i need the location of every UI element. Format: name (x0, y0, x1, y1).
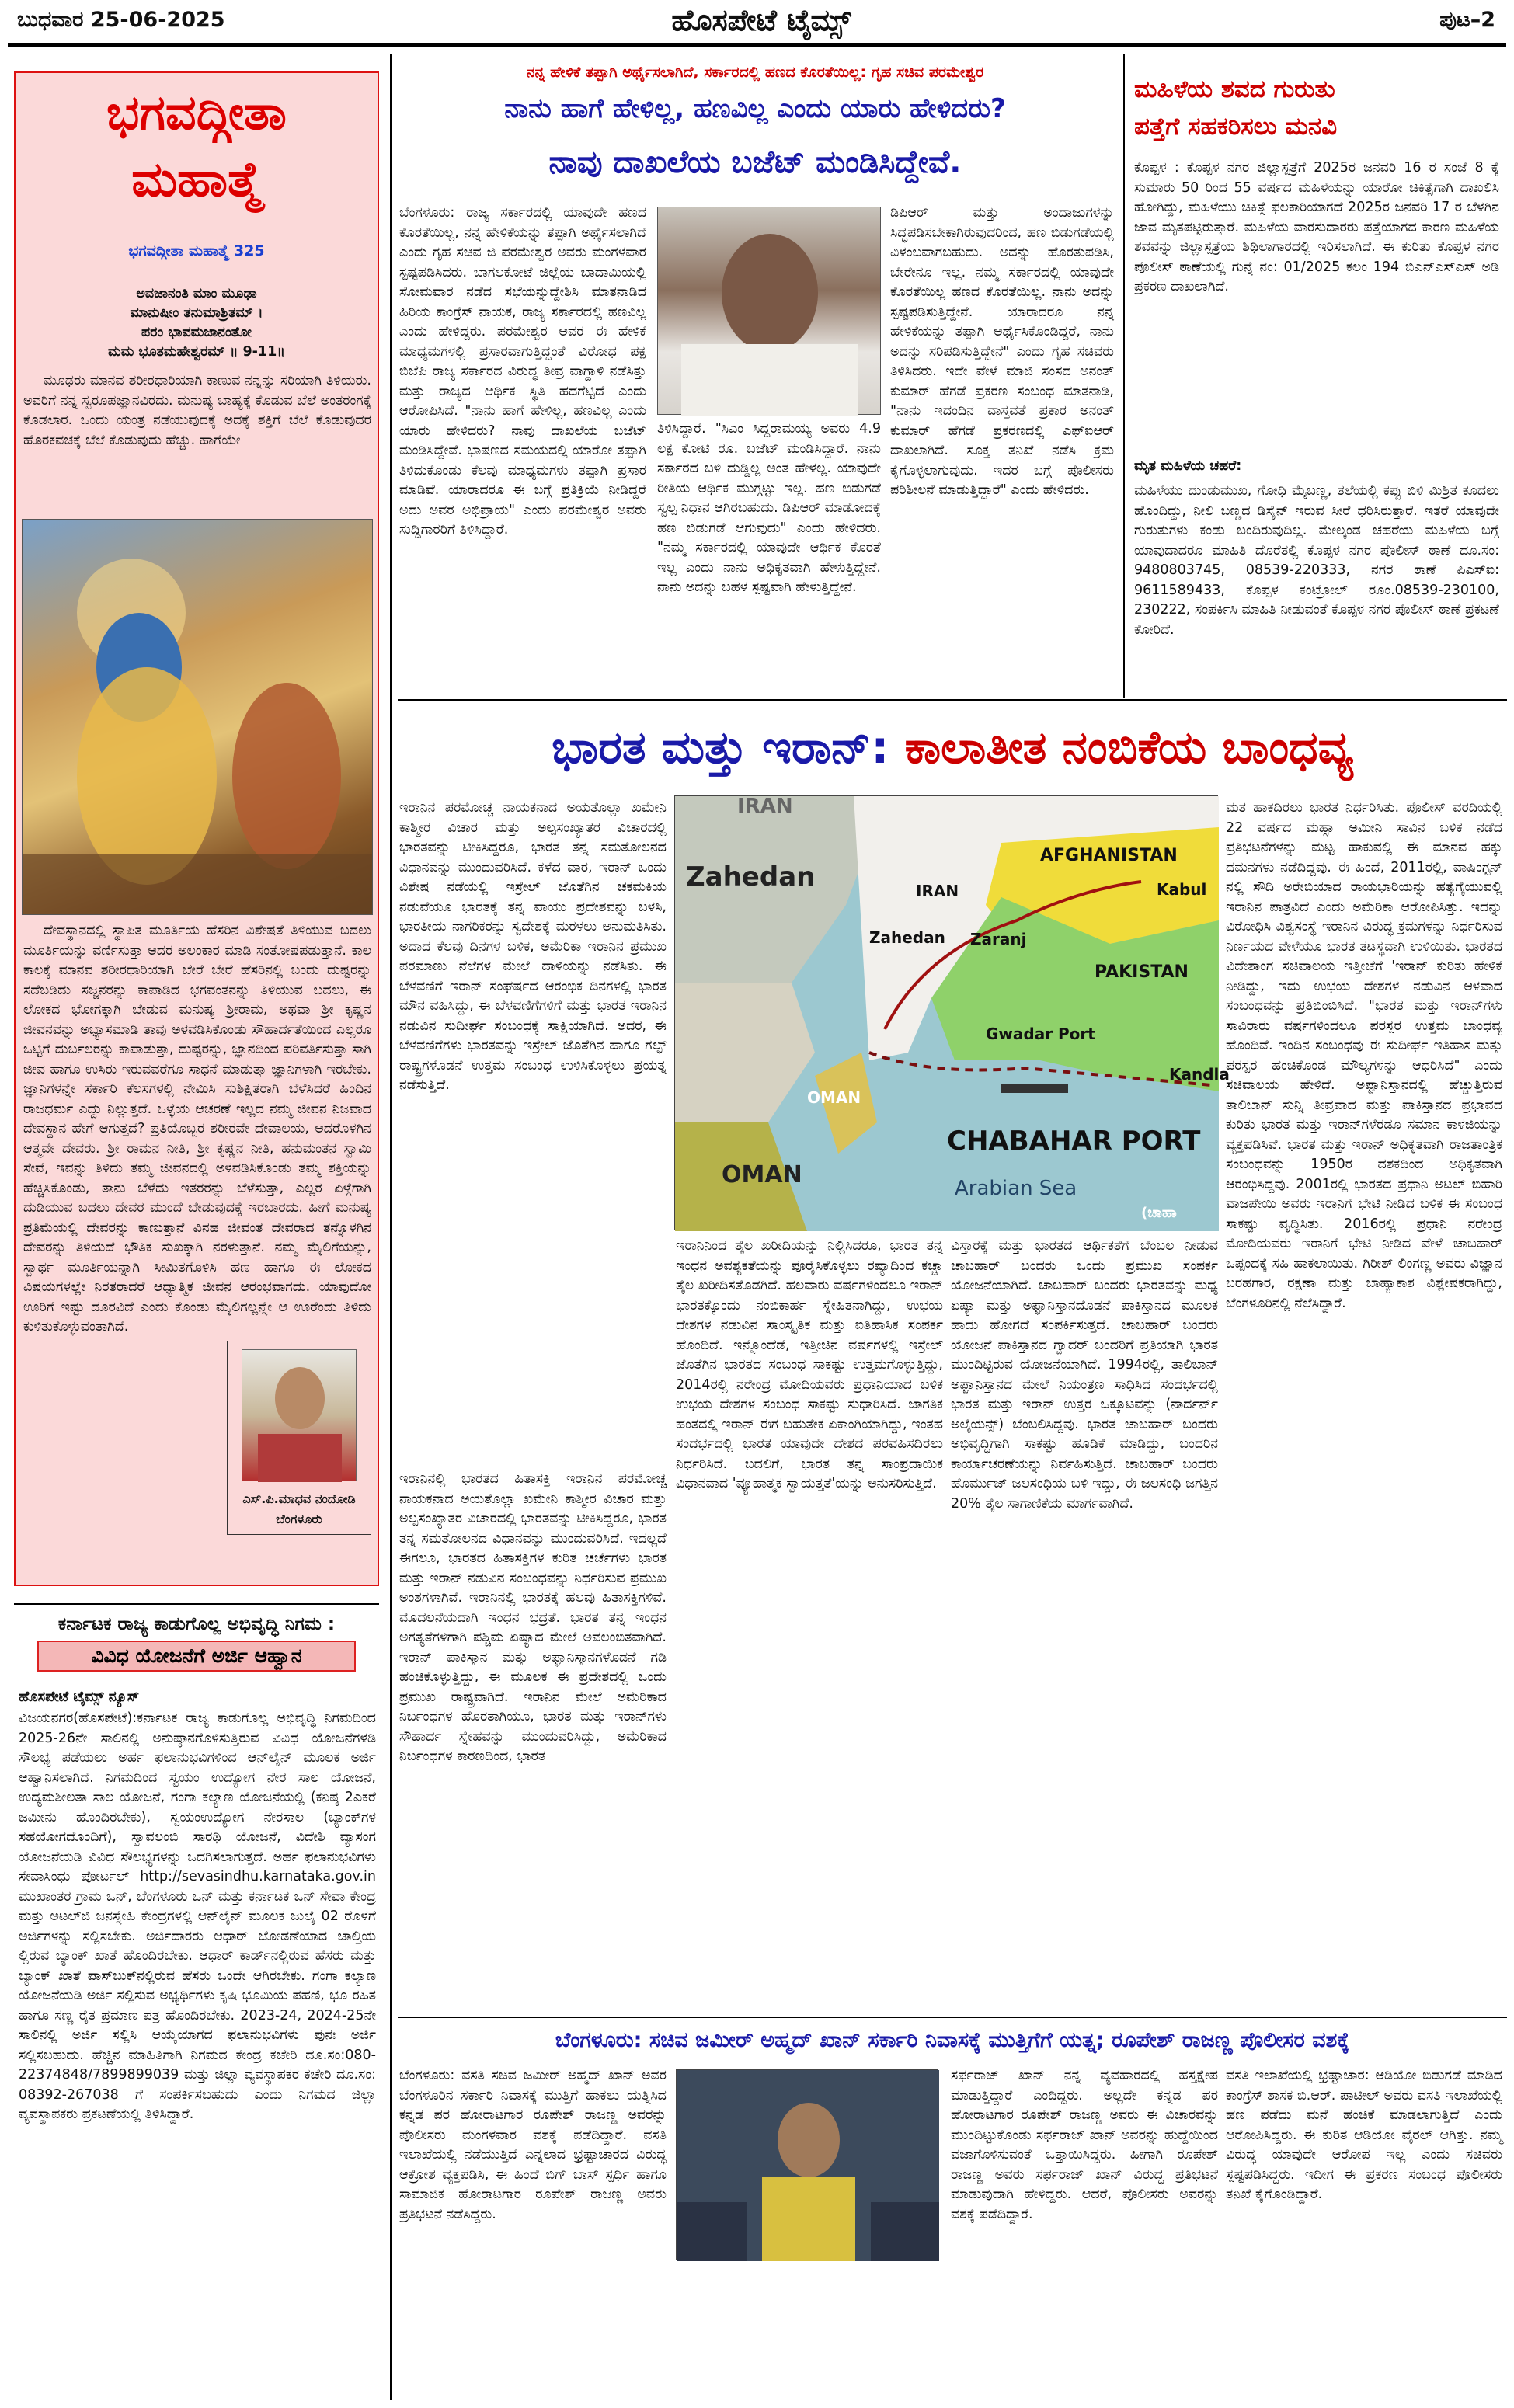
forest-headline-line1: ಕರ್ನಾಟಕ ರಾಜ್ಯ ಕಾಡುಗೊಲ್ಲ ಅಭಿವೃದ್ಧಿ ನಿಗಮ : (57, 1614, 336, 1634)
woman-headline-line1: ಮಹಿಳೆಯ ಶವದ ಗುರುತು (1134, 75, 1335, 103)
gita-verse-line: ಮಮ ಭೂತಮಹೇಶ್ವರಮ್ ॥ 9-11॥ (108, 344, 285, 360)
map-label: Gwadar Port (986, 1025, 1095, 1043)
parameshwara-headline-line2: ನಾವು ದಾಖಲೆಯ ಬಜೆಟ್ ಮಂಡಿಸಿದ್ದೇವೆ. (548, 144, 962, 180)
map-label: IRAN (916, 882, 959, 900)
gita-verse-line: ಅವಜಾನಂತಿ ಮಾಂ ಮೂಢಾ (136, 286, 257, 301)
forest-byline: ಹೊಸಪೇಟೆ ಟೈಮ್ಸ್ ನ್ಯೂಸ್ (19, 1689, 140, 1705)
author-name: ಎಸ್.ಪಿ.ಮಾಧವ ನಂದೋಡಿ (242, 1491, 356, 1506)
gita-subtitle: ಭಗವದ್ಗೀತಾ ಮಹಾತ್ಮೆ 325 (128, 242, 265, 259)
krishna-arjuna-illustration (23, 520, 372, 914)
zameer-photo (676, 2069, 938, 2260)
woman-body3: ಮಹಿಳೆಯು ದುಂಡುಮುಖ, ಗೋಧಿ ಮೈಬಣ್ಣ, ತಲೆಯಲ್ಲಿ ಕಪ್ಪು ಬಿಳಿ ಮಿಶ್ರಿತ ಕೂದಲು ಹೊಂದಿದ್ದು, ನೀಲಿ ಬಣ್ಣದ ಡಿಸೈನ್ ಇರುವ ಸೀರೆ ಧರಿಸಿರುತ್ತಾರೆ. ಇತರೆ ಯಾವುದೇ ಗುರುತುಗಳು ಕಂಡು ಬಂದಿರುವುದಿಲ್ಲ. ಮೇಲ್ಕಂಡ ಚಹರೆಯ ಮಹಿಳೆಯ ಬಗ್ಗೆ ಯಾವುದಾದರೂ ಮಾಹಿತಿ ದೊರೆತಲ್ಲಿ ಕೊಪ್ಪಳ ನಗರ ಪೊಲೀಸ್ ಠಾಣೆ ದೂ.ಸಂ: 9480803745, 08539-220333, ನಗರ ಠಾಣೆ ಪಿಎಸ್‌ಐ: 9611589433, ಕೊಪ್ಪಳ ಕಂಟ್ರೋಲ್ ರೂಂ.08539-230100, 230222, ಸಂಪರ್ಕಿಸಿ ಮಾಹಿತಿ ನೀಡುವಂತೆ ಕೊಪ್ಪಳ ನಗರ ಪೊಲೀಸ್ ಠಾಣೆ ಪ್ರಕಟಣೆ ಕೋರಿದೆ. (1134, 483, 1499, 638)
iran-headline-part1: ಭಾರತ ಮತ್ತು ಇರಾನ್: (552, 721, 905, 774)
krishna-arjuna-image (22, 519, 373, 915)
map-label: Arabian Sea (955, 1177, 1077, 1200)
parameshwara-col3: ಡಿಪಿಆರ್ ಮತ್ತು ಅಂದಾಜುಗಳನ್ನು ಸಿದ್ಧಪಡಿಸಬೇಕಾಗಿರುವುದರಿಂದ, ಹಣ ಬಿಡುಗಡೆಯಲ್ಲಿ ವಿಳಂಬವಾಗಬಹುದು. ಅದನ್ನು ಹೊರತುಪಡಿಸಿ, ಬೇರೇನೂ ಇಲ್ಲ. ನಮ್ಮ ಸರ್ಕಾರದಲ್ಲಿ ಯಾವುದೇ ಕೊರತೆಯಿಲ್ಲ ಹಣದ ಕೊರತೆಯಿಲ್ಲ. ನಾನು ಅದನ್ನು ಸ್ಪಷ್ಟಪಡಿಸುತ್ತಿದ್ದೇನೆ. ಯಾರಾದರೂ ನನ್ನ ಹೇಳಿಕೆಯನ್ನು ತಪ್ಪಾಗಿ ಅರ್ಥೈಸಿಕೊಂಡಿದ್ದರೆ, ನಾನು ಅದನ್ನು ಸರಿಪಡಿಸುತ್ತಿದ್ದೇನೆ" ಎಂದು ಗೃಹ ಸಚಿವರು ತಿಳಿಸಿದರು. ಇದೇ ವೇಳೆ ಮಾಜಿ ಸಂಸದ ಅನಂತ್ ಕುಮಾರ್ ಹೆಗಡೆ ಪ್ರಕರಣ ಸಂಬಂಧ ಮಾತನಾಡಿ, "ನಾನು ಇದಂದಿನ ವಾಸ್ತವತೆ ಪ್ರಕಾರ ಅನಂತ್ ಕುಮಾರ್ ಹೆಗಡೆ ಪ್ರಕರಣದಲ್ಲಿ ಎಫ್‌ಐಆರ್ ದಾಖಲಾಗಿದೆ. ಸೂಕ್ತ ತನಿಖೆ ನಡೆಸಿ ಕ್ರಮ ಕೈಗೊಳ್ಳಲಾಗುವುದು. ಇದರ ಬಗ್ಗೆ ಪೊಲೀಸರು ಪರಿಶೀಲನೆ ಮಾಡುತ್ತಿದ್ದಾರೆ" ಎಂದು ಹೇಳಿದರು. (890, 205, 1114, 498)
iran-col2: ಇರಾನಿನಿಂದ ತೈಲ ಖರೀದಿಯನ್ನು ನಿಲ್ಲಿಸಿದರೂ, ಭಾರತ ತನ್ನ ಇಂಧನ ಅವಶ್ಯಕತೆಯನ್ನು ಪೂರೈಸಿಕೊಳ್ಳಲು ರಷ್ಯಾದಿಂದ ಕಚ್ಚಾ ತೈಲ ಖರೀದಿಸತೊಡಗಿದೆ. ಹಲವಾರು ವರ್ಷಗಳಿಂದಲೂ ಇರಾನ್ ಭಾರತಕ್ಕೊಂದು ನಂಬಿಕಾರ್ಹ ಸ್ನೇಹಿತನಾಗಿದ್ದು, ಉಭಯ ದೇಶಗಳ ನಡುವಿನ ಸಾಂಸ್ಕೃತಿಕ ಮತ್ತು ಐತಿಹಾಸಿಕ ಸಂಪರ್ಕ ಹೊಂದಿದೆ. ಇನ್ನೊಂದೆಡೆ, ಇತ್ತೀಚಿನ ವರ್ಷಗಳಲ್ಲಿ ಇಸ್ರೇಲ್ ಜೊತೆಗಿನ ಭಾರತದ ಸಂಬಂಧ ಸಾಕಷ್ಟು ಉತ್ತಮಗೊಳ್ಳುತ್ತಿದ್ದು, 2014ರಲ್ಲಿ ನರೇಂದ್ರ ಮೋದಿಯವರು ಪ್ರಧಾನಿಯಾದ ಬಳಿಕ ಉಭಯ ದೇಶಗಳ ಸಂಬಂಧ ಸಾಕಷ್ಟು ಸುಧಾರಿಸಿದೆ. ಜಾಗತಿಕ ಹಂತದಲ್ಲಿ ಇರಾನ್ ಈಗ ಬಹುತೇಕ ಏಕಾಂಗಿಯಾಗಿದ್ದು, ಇಂತಹ ಸಂದರ್ಭದಲ್ಲಿ ಭಾರತ ಯಾವುದೇ ದೇಶದ ಪರವಹಿಸದಿರಲು ನಿರ್ಧರಿಸಿದೆ. ಬದಲಿಗೆ, ಭಾರತ ತನ್ನ ಸಾಂಪ್ರದಾಯಿಕ ವಿಧಾನವಾದ 'ವ್ಯೂಹಾತ್ಮಕ ಸ್ವಾಯತ್ತತೆ'ಯನ್ನು ಅನುಸರಿಸುತ್ತಿದೆ. (676, 1238, 943, 1491)
map-label: Kabul (1157, 880, 1207, 899)
gita-title-line2: ಮಹಾತ್ಮೆ (131, 151, 262, 207)
newspaper-name: ಹೊಸಪೇಟೆ ಟೈಮ್ಸ್ (671, 3, 851, 37)
author-portrait (242, 1350, 357, 1482)
page-number: ಪುಟ–2 (1439, 8, 1495, 32)
map-label: IRAN (737, 795, 793, 818)
woman-headline-line2: ಪತ್ತೆಗೆ ಸಹಕರಿಸಲು ಮನವಿ (1134, 113, 1338, 141)
author-photo (242, 1349, 357, 1481)
column-rule (390, 54, 392, 2400)
parameshwara-photo (657, 207, 881, 415)
parameshwara-kicker: ನನ್ನ ಹೇಳಿಕೆ ತಪ್ಪಾಗಿ ಅರ್ಥೈಸಲಾಗಿದೆ, ಸರ್ಕಾರದಲ್ಲಿ ಹಣದ ಕೊರತೆಯಿಲ್ಲ: ಗೃಹ ಸಚಿವ ಪರಮೇಶ್ವರ (526, 64, 984, 81)
parameshwara-col1: ಬೆಂಗಳೂರು: ರಾಜ್ಯ ಸರ್ಕಾರದಲ್ಲಿ ಯಾವುದೇ ಹಣದ ಕೊರತೆಯಿಲ್ಲ, ನನ್ನ ಹೇಳಿಕೆಯನ್ನು ತಪ್ಪಾಗಿ ಅರ್ಥೈಸಲಾಗಿದೆ ಎಂದು ಗೃಹ ಸಚಿವ ಜಿ ಪರಮೇಶ್ವರ ಅವರು ಮಂಗಳವಾರ ಸ್ಪಷ್ಟಪಡಿಸಿದರು. ಬಾಗಲಕೋಟೆ ಜಿಲ್ಲೆಯ ಬಾದಾಮಿಯಲ್ಲಿ ಸೋಮವಾರ ನಡೆದ ಸಭೆಯನ್ನುದ್ದೇಶಿಸಿ ಮಾತನಾಡಿದ ಹಿರಿಯ ಕಾಂಗ್ರೆಸ್ ನಾಯಕ, ರಾಜ್ಯ ಸರ್ಕಾರದಲ್ಲಿ ಹಣವಿಲ್ಲ ಎಂದು ಹೇಳಿದ್ದರು. ಪರಮೇಶ್ವರ ಅವರ ಈ ಹೇಳಿಕೆ ಮಾಧ್ಯಮಗಳಲ್ಲಿ ಪ್ರಸಾರವಾಗುತ್ತಿದ್ದಂತೆ ವಿರೋಧ ಪಕ್ಷ ಬಿಜೆಪಿ ರಾಜ್ಯ ಸರ್ಕಾರದ ವಿರುದ್ಧ ತೀವ್ರ ವಾಗ್ದಾಳಿ ನಡೆಸಿತ್ತು ಮತ್ತು ರಾಜ್ಯದ ಆರ್ಥಿಕ ಸ್ಥಿತಿ ಹದಗೆಟ್ಟಿದೆ ಎಂದು ಆರೋಪಿಸಿದೆ. "ನಾನು ಹಾಗೆ ಹೇಳಿಲ್ಲ, ಹಣವಿಲ್ಲ ಎಂದು ಯಾರು ಹೇಳಿದರು? ನಾವು ದಾಖಲೆಯ ಬಜೆಟ್ ಮಂಡಿಸಿದ್ದೇವೆ. ಭಾಷಣದ ಸಮಯದಲ್ಲಿ ಯಾರೋ ತಪ್ಪಾಗಿ ತಿಳಿದುಕೊಂಡು ಕೆಲವು ಮಾಧ್ಯಮಗಳು ತಪ್ಪಾಗಿ ಪ್ರಸಾರ ಮಾಡಿವೆ. ಯಾರಾದರೂ ಈ ಬಗ್ಗೆ ಪ್ರತಿಕ್ರಿಯೆ ನೀಡಿದ್ದರೆ ಅದು ಅವರ ಅಭಿಪ್ರಾಯ" ಎಂದು ಪರಮೇಶ್ವರ ಅವರು ಸುದ್ದಿಗಾರರಿಗೆ ತಿಳಿಸಿದ್ದಾರೆ. (399, 205, 646, 538)
zameer-col1: ಬೆಂಗಳೂರು: ವಸತಿ ಸಚಿವ ಜಮೀರ್ ಅಹ್ಮದ್ ಖಾನ್ ಅವರ ಬೆಂಗಳೂರಿನ ಸರ್ಕಾರಿ ನಿವಾಸಕ್ಕೆ ಮುತ್ತಿಗೆ ಹಾಕಲು ಯತ್ನಿಸಿದ ಕನ್ನಡ ಪರ ಹೋರಾಟಗಾರ ರೂಪೇಶ್ ರಾಜಣ್ಣ ಅವರನ್ನು ಪೊಲೀಸರು ಮಂಗಳವಾರ ವಶಕ್ಕೆ ಪಡೆದಿದ್ದಾರೆ. ವಸತಿ ಇಲಾಖೆಯಲ್ಲಿ ನಡೆಯುತ್ತಿದೆ ಎನ್ನಲಾದ ಭ್ರಷ್ಟಾಚಾರದ ವಿರುದ್ಧ ಆಕ್ರೋಶ ವ್ಯಕ್ತಪಡಿಸಿ, ಈ ಹಿಂದೆ ಬಿಗ್ ಬಾಸ್ ಸ್ಪರ್ಧಿ ಹಾಗೂ ಸಾಮಾಜಿಕ ಹೋರಾಟಗಾರ ರೂಪೇಶ್ ರಾಜಣ್ಣ ಅವರು ಪ್ರತಿಭಟನೆ ನಡೆಸಿದ್ದರು. (399, 2068, 667, 2222)
map-label: CHABAHAR PORT (947, 1126, 1201, 1157)
map-label: Zaranj (970, 930, 1027, 948)
map-label: AFGHANISTAN (1040, 846, 1178, 865)
gita-verse (23, 284, 370, 370)
gita-box (14, 71, 379, 1586)
forest-headline-line2: ವಿವಿಧ ಯೋಜನೆಗೆ ಅರ್ಜಿ ಆಹ್ವಾನ (37, 1641, 356, 1672)
section-rule (398, 2017, 1507, 2018)
zameer-col2: ಸರ್ಫರಾಜ್ ಖಾನ್ ನನ್ನ ವ್ಯವಹಾರದಲ್ಲಿ ಹಸ್ತಕ್ಷೇಪ ಮಾಡುತ್ತಿದ್ದಾರೆ ಎಂದಿದ್ದರು. ಅಲ್ಲದೇ ಕನ್ನಡ ಪರ ಹೋರಾಟಗಾರ ರೂಪೇಶ್ ರಾಜಣ್ಣ ಅವರು ಈ ವಿಚಾರವನ್ನು ಮುಂದಿಟ್ಟುಕೊಂಡು ಸರ್ಫರಾಜ್ ಖಾನ್ ಅವರನ್ನು ಹುದ್ದೆಯಿಂದ ವಜಾಗೊಳಿಸುವಂತೆ ಒತ್ತಾಯಿಸಿದ್ದರು. ಹೀಗಾಗಿ ರೂಪೇಶ್ ರಾಜಣ್ಣ ಅವರು ಸರ್ಫರಾಜ್ ಖಾನ್ ವಿರುದ್ಧ ಪ್ರತಿಭಟನೆ ಮಾಡುವುದಾಗಿ ಹೇಳಿದ್ದರು. ಆದರೆ, ಪೊಲೀಸರು ಅವರನ್ನು ವಶಕ್ಕೆ ಪಡೆದಿದ್ದಾರೆ. (951, 2068, 1218, 2222)
author-box (227, 1341, 371, 1535)
iran-col1-bottom: ಇರಾನಿನಲ್ಲಿ ಭಾರತದ ಹಿತಾಸಕ್ತಿ ಇರಾನಿನ ಪರಮೋಚ್ಚ ನಾಯಕನಾದ ಅಯತೊಲ್ಲಾ ಖಮೇನಿ ಕಾಶ್ಮೀರ ವಿಚಾರ ಮತ್ತು ಅಲ್ಪಸಂಖ್ಯಾತರ ವಿಚಾರದಲ್ಲಿ ಭಾರತವನ್ನು ಟೀಕಿಸಿದ್ದರೂ, ಭಾರತ ತನ್ನ ಸಮತೋಲನದ ವಿಧಾನವನ್ನು ಮುಂದುವರಿಸಿದೆ. ಇದಲ್ಲದೆ ಈಗಲೂ, ಭಾರತದ ಹಿತಾಸಕ್ತಿಗಳ ಕುರಿತ ಚರ್ಚೆಗಳು ಭಾರತ ಮತ್ತು ಇರಾನ್ ನಡುವಿನ ಸಂಬಂಧವನ್ನು ನಿರ್ಧರಿಸುವ ಪ್ರಮುಖ ಅಂಶಗಳಾಗಿವೆ. ಇರಾನಿನಲ್ಲಿ ಭಾರತಕ್ಕೆ ಹಲವು ಹಿತಾಸಕ್ತಿಗಳಿವೆ. ಮೊದಲನೆಯದಾಗಿ ಇಂಧನ ಭದ್ರತೆ. ಭಾರತ ತನ್ನ ಇಂಧನ ಅಗತ್ಯತೆಗಳಿಗಾಗಿ ಪಶ್ಚಿಮ ಏಷ್ಯಾದ ಮೇಲೆ ಅವಲಂಬಿತವಾಗಿದೆ. ಇರಾನ್ ಪಾಕಿಸ್ತಾನ ಮತ್ತು ಅಫ್ಘಾನಿಸ್ತಾನಗಳೊಡನೆ ಗಡಿ ಹಂಚಿಕೊಳ್ಳುತ್ತಿದ್ದು, ಈ ಮೂಲಕ ಈ ಪ್ರದೇಶದಲ್ಲಿ ಒಂದು ಪ್ರಮುಖ ರಾಷ್ಟ್ರವಾಗಿದೆ. ಇರಾನಿನ ಮೇಲೆ ಅಮೆರಿಕಾದ ನಿರ್ಬಂಧಗಳ ಹೊರತಾಗಿಯೂ, ಭಾರತ ಮತ್ತು ಇರಾನ್‌ಗಳು ಸೌಹಾರ್ದ ಸ್ನೇಹವನ್ನು ಮುಂದುವರಿಸಿದ್ದು, ಅಮೆರಿಕಾದ ನಿರ್ಬಂಧಗಳ ಕಾರಣದಿಂದ, ಭಾರತ (399, 1471, 667, 1764)
map-label: PAKISTAN (1095, 962, 1189, 982)
chabahar-map (674, 795, 1230, 1230)
portrait-illustration (658, 207, 882, 416)
issue-date: ಬುಧವಾರ 25-06-2025 (17, 8, 225, 32)
map-label: OMAN (807, 1088, 861, 1107)
woman-body2: ಮೃತ ಮಹಿಳೆಯ ಚಹರೆ: (1134, 458, 1242, 474)
section-rule (398, 699, 1507, 701)
gita-title-line1: ಭಗವದ್ಗೀತಾ (106, 84, 287, 141)
iran-col1-top: ಇರಾನಿನ ಪರಮೋಚ್ಚ ನಾಯಕನಾದ ಅಯತೊಲ್ಲಾ ಖಮೇನಿ ಕಾಶ್ಮೀರ ವಿಚಾರ ಮತ್ತು ಅಲ್ಪಸಂಖ್ಯಾತರ ವಿಚಾರದಲ್ಲಿ ಭಾರತವನ್ನು ಟೀಕಿಸಿದ್ದರೂ, ಭಾರತ ತನ್ನ ಸಮತೋಲನದ ವಿಧಾನವನ್ನು ಮುಂದುವರಿಸಿದೆ. ಕಳೆದ ವಾರ, ಇರಾನ್ ಒಂದು ವಿಶೇಷ ನಡೆಯಲ್ಲಿ ಇಸ್ರೇಲ್ ಜೊತೆಗಿನ ಚಕಮಕಿಯ ನಡುವೆಯೂ ಭಾರತಕ್ಕೆ ತನ್ನ ವಾಯು ಪ್ರದೇಶವನ್ನು ಬಳಸಿ, ಭಾರತೀಯ ನಾಗರಿಕರನ್ನು ಸ್ವದೇಶಕ್ಕೆ ಮರಳಲು ಅನುಮತಿಸಿತು. ಅದಾದ ಕೆಲವು ದಿನಗಳ ಬಳಿಕ, ಅಮೆರಿಕಾ ಇರಾನಿನ ಪ್ರಮುಖ ಪರಮಾಣು ನೆಲೆಗಳ ಮೇಲೆ ದಾಳಿಯನ್ನು ನಡೆಸಿತು. ಈ ಬೆಳವಣಿಗೆ ಇರಾನ್ ಸಂಘರ್ಷದ ಆರಂಭಿಕ ದಿನಗಳಲ್ಲಿ ಭಾರತ ಮೌನ ವಹಿಸಿದ್ದು, ಈ ಬೆಳವಣಿಗೆಗಳಿಗೆ ಮತ್ತು ಭಾರತ ಇರಾನಿನ ನಡುವಿನ ಸುದೀರ್ಘ ಸಂಬಂಧಕ್ಕೆ ಸಾಕ್ಷಿಯಾಗಿದೆ. ಅದರ, ಈ ಬೆಳವಣಿಗೆಗಳು ಭಾರತವನ್ನು ಇಸ್ರೇಲ್ ಜೊತೆಗಿನ ಹಾಗೂ ಗಲ್ಫ್ ರಾಷ್ಟ್ರಗಳೊಡನೆ ಉತ್ತಮ ಸಂಬಂಧ ಉಳಿಸಿಕೊಳ್ಳಲು ಪ್ರಯತ್ನ ನಡೆಸುತ್ತಿದೆ. (399, 800, 667, 1093)
forest-body: ವಿಜಯನಗರ(ಹೊಸಪೇಟೆ):ಕರ್ನಾಟಕ ರಾಜ್ಯ ಕಾಡುಗೊಲ್ಲ ಅಭಿವೃದ್ಧಿ ನಿಗಮದಿಂದ 2025-26ನೇ ಸಾಲಿನಲ್ಲಿ ಅನುಷ್ಠಾನಗೊಳಿಸುತ್ತಿರುವ ವಿವಿಧ ಯೋಜನೆಗಳಡಿ ಸೌಲಭ್ಯ ಪಡೆಯಲು ಅರ್ಹ ಫಲಾನುಭವಿಗಳಿಂದ ಆನ್‌ಲೈನ್ ಮೂಲಕ ಅರ್ಜಿ ಆಹ್ವಾನಿಸಲಾಗಿದೆ. ನಿಗಮದಿಂದ ಸ್ವಯಂ ಉದ್ಯೋಗ ನೇರ ಸಾಲ ಯೋಜನೆ, ಉದ್ಯಮಶೀಲತಾ ಸಾಲ ಯೋಜನೆ, ಗಂಗಾ ಕಲ್ಯಾಣ ಯೋಜನೆಯಲ್ಲಿ (ಕನಿಷ್ಠ 2ಎಕರೆ ಜಮೀನು ಹೊಂದಿರಬೇಕು), ಸ್ವಯಂಉದ್ಯೋಗ ನೇರಸಾಲ (ಬ್ಯಾಂಕ್‌ಗಳ ಸಹಯೋಗದೊಂದಿಗೆ), ಸ್ವಾವಲಂಬಿ ಸಾರಥಿ ಯೋಜನೆ, ವಿದೇಶಿ ವ್ಯಾಸಂಗ ಯೋಜನೆಯಡಿ ವಿವಿಧ ಸೌಲಭ್ಯಗಳನ್ನು ಒದಗಿಸಲಾಗುತ್ತದೆ. ಅರ್ಹ ಫಲಾನುಭವಿಗಳು ಸೇವಾಸಿಂಧು ಪೋರ್ಟಲ್ http://sevasindhu.karnataka.gov.in ಮುಖಾಂತರ ಗ್ರಾಮ ಒನ್, ಬೆಂಗಳೂರು ಒನ್ ಮತ್ತು ಕರ್ನಾಟಕ ಒನ್ ಸೇವಾ ಕೇಂದ್ರ ಮತ್ತು ಅಟಲ್‌ಜಿ ಜನಸ್ನೇಹಿ ಕೇಂದ್ರಗಳಲ್ಲಿ ಆನ್‌ಲೈನ್ ಮೂಲಕ ಜುಲೈ 02 ರೊಳಗೆ ಅರ್ಜಿಗಳನ್ನು ಸಲ್ಲಿಸಬೇಕು. ಅರ್ಜಿದಾರರು ಆಧಾರ್ ಜೋಡಣೆಯಾದ ಚಾಲ್ತಿಯ ಲ್ಲಿರುವ ಬ್ಯಾಂಕ್ ಖಾತೆ ಹೊಂದಿರಬೇಕು. ಆಧಾರ್ ಕಾರ್ಡ್‌ನಲ್ಲಿರುವ ಹೆಸರು ಮತ್ತು ಬ್ಯಾಂಕ್ ಖಾತೆ ಪಾಸ್‌ಬುಕ್‌ನಲ್ಲಿರುವ ಹೆಸರು ಒಂದೇ ಆಗಿರಬೇಕು. ಗಂಗಾ ಕಲ್ಯಾಣ ಯೋಜನೆಯಡಿ ಅರ್ಜಿ ಸಲ್ಲಿಸುವ ಅಭ್ಯರ್ಥಿಗಳು ಕೃಷಿ ಭೂಮಿಯ ಪಹಣಿ, ಭೂ ರಹಿತ ಹಾಗೂ ಸಣ್ಣ ರೈತ ಪ್ರಮಾಣ ಪತ್ರ ಹೊಂದಿರಬೇಕು. 2023-24, 2024-25ನೇ ಸಾಲಿನಲ್ಲಿ ಅರ್ಜಿ ಸಲ್ಲಿಸಿ ಆಯ್ಕೆಯಾಗದ ಫಲಾನುಭವಿಗಳು ಪುನಃ ಅರ್ಜಿ ಸಲ್ಲಿಸಬಹುದು. ಹೆಚ್ಚಿನ ಮಾಹಿತಿಗಾಗಿ ನಿಗಮದ ಕೇಂದ್ರ ಕಚೇರಿ ದೂ.ಸಂ:080-22374848/7899899039 ಮತ್ತು ಜಿಲ್ಲಾ ವ್ಯವಸ್ಥಾಪಕರ ಕಚೇರಿ ದೂ.ಸಂ: 08392-267038 ಗೆ ಸಂಪರ್ಕಿಸಬಹುದು ಎಂದು ನಿಗಮದ ಜಿಲ್ಲಾ ವ್ಯವಸ್ಥಾಪಕರು ಪ್ರಕಟಣೆಯಲ್ಲಿ ತಿಳಿಸಿದ್ದಾರೆ. (19, 1710, 376, 2122)
masthead-rule (8, 43, 1506, 47)
section-rule (14, 1603, 379, 1605)
parameshwara-headline-line1: ನಾನು ಹಾಗೆ ಹೇಳಿಲ್ಲ, ಹಣವಿಲ್ಲ ಎಂದು ಯಾರು ಹೇಳಿದರು? (504, 93, 1006, 124)
woman-body1: ಕೊಪ್ಪಳ : ಕೊಪ್ಪಳ ನಗರ ಜಿಲ್ಲಾಸ್ಪತ್ರೆಗೆ 2025ರ ಜನವರಿ 16 ರ ಸಂಜೆ 8 ಕ್ಕೆ ಸುಮಾರು 50 ರಿಂದ 55 ವರ್ಷದ ಮಹಿಳೆಯನ್ನು ಯಾರೋ ಚಿಕಿತ್ಸೆಗಾಗಿ ದಾಖಲಿಸಿ ಹೋಗಿದ್ದು, ಮಹಿಳೆಯು ಚಿಕಿತ್ಸೆ ಫಲಕಾರಿಯಾಗದೆ 2025ರ ಜನವರಿ 17 ರ ಬೆಳಗಿನ ಜಾವ ಮೃತಪಟ್ಟಿರುತ್ತಾರೆ. ಮಹಿಳೆಯ ವಾರಸುದಾರರು ಪತ್ತೆಯಾಗದ ಕಾರಣ ಮಹಿಳೆಯ ಶವವನ್ನು ಜಿಲ್ಲಾಸ್ಪತ್ರೆಯ ಶಿಥಿಲಾಗಾರದಲ್ಲಿ ಇರಿಸಲಾಗಿದೆ. ಈ ಕುರಿತು ಕೊಪ್ಪಳ ನಗರ ಪೊಲೀಸ್ ಠಾಣೆಯಲ್ಲಿ ಗುನ್ನೆ ನಂ: 01/2025 ಕಲಂ 194 ಬಿಎನ್‌ಎಸ್‌ಎಸ್ ಅಡಿ ಪ್ರಕರಣ ದಾಖಲಾಗಿದೆ. (1134, 160, 1499, 294)
iran-headline-part2: ಕಾಲಾತೀತ ನಂಬಿಕೆಯ ಬಾಂಧವ್ಯ (904, 721, 1353, 774)
map-label: Kandla (1169, 1065, 1230, 1084)
gita-verse-line: ಮಾನುಷೀಂ ತನುಮಾಶ್ರಿತಮ್ । (130, 305, 263, 321)
map-label: Zahedan (869, 928, 945, 947)
iran-col4: ಮತ ಹಾಕದಿರಲು ಭಾರತ ನಿರ್ಧರಿಸಿತು. ಪೊಲೀಸ್ ವರದಿಯಲ್ಲಿ 22 ವರ್ಷದ ಮಹ್ಸಾ ಅಮೀನಿ ಸಾವಿನ ಬಳಿಕ ನಡೆದ ಪ್ರತಿಭಟನೆಗಳನ್ನು ಮಟ್ಟ ಹಾಕುವಲ್ಲಿ ಈ ಮಾನವ ಹಕ್ಕು ದಮನಗಳು ನಡೆದಿದ್ದವು. ಈ ಹಿಂದೆ, 2011ರಲ್ಲಿ, ವಾಷಿಂಗ್ಟನ್ ನಲ್ಲಿ ಸೌದಿ ಅರೇಬಿಯಾದ ರಾಯಭಾರಿಯನ್ನು ಹತ್ಯೆಗೈಯುವಲ್ಲಿ ಇರಾನಿನ ಪಾತ್ರವಿದೆ ಎಂದು ಅಮೆರಿಕಾ ಆರೋಪಿಸಿತ್ತು. ಇದನ್ನು ವಿರೋಧಿಸಿ ವಿಶ್ವಸಂಸ್ಥೆ ಇರಾನಿನ ವಿರುದ್ಧ ಕ್ರಮಗಳನ್ನು ನಿರ್ಧರಿಸುವ ನಿರ್ಣಯದ ವೇಳೆಯೂ ಭಾರತ ತಟಸ್ಥವಾಗಿ ಉಳಿಯಿತು. ಭಾರತದ ವಿದೇಶಾಂಗ ಸಚಿವಾಲಯ ಇತ್ತೀಚೆಗೆ 'ಇರಾನ್ ಕುರಿತು ಹೇಳಿಕೆ ನೀಡಿದ್ದು, ಇದು ಉಭಯ ದೇಶಗಳ ನಡುವಿನ ಆಳವಾದ ಸಂಬಂಧವನ್ನು ಪ್ರತಿಬಿಂಬಿಸಿದೆ. "ಭಾರತ ಮತ್ತು ಇರಾನ್‌ಗಳು ಸಾವಿರಾರು ವರ್ಷಗಳಿಂದಲೂ ಪರಸ್ಪರ ಉತ್ತಮ ಬಾಂಧವ್ಯ ಹೊಂದಿವೆ. ಇಂದಿನ ಸಂಬಂಧವು ಈ ಸುದೀರ್ಘ ಇತಿಹಾಸ ಮತ್ತು ಪರಸ್ಪರ ಹಂಚಿಕೊಂಡ ಮೌಲ್ಯಗಳನ್ನು ಆಧರಿಸಿದೆ" ಎಂದು ಸಚಿವಾಲಯ ಹೇಳಿದೆ. ಅಫ್ಘಾನಿಸ್ತಾನದಲ್ಲಿ ಹೆಚ್ಚುತ್ತಿರುವ ತಾಲಿಬಾನ್ ಸುನ್ನಿ ತೀವ್ರವಾದ ಮತ್ತು ಪಾಕಿಸ್ತಾನದ ಪ್ರಭಾವದ ಕುರಿತು ಭಾರತ ಮತ್ತು ಇರಾನ್‌ಗಳೆರಡೂ ಸಮಾನ ಕಾಳಜಿಯನ್ನು ವ್ಯಕ್ತಪಡಿಸಿವೆ. ಭಾರತ ಮತ್ತು ಇರಾನ್ ಅಧಿಕೃತವಾಗಿ ರಾಜತಾಂತ್ರಿಕ ಸಂಬಂಧವನ್ನು 1950ರ ದಶಕದಿಂದ ಅಧಿಕೃತವಾಗಿ ಆರಂಭಿಸಿದ್ದವು. 2001ರಲ್ಲಿ ಭಾರತದ ಪ್ರಧಾನಿ ಅಟಲ್ ಬಿಹಾರಿ ವಾಜಪೇಯಿ ಅವರು ಇರಾನಿಗೆ ಭೇಟಿ ನೀಡಿದ ಬಳಿಕ ಈ ಸಂಬಂಧ ಸಾಕಷ್ಟು ವೃದ್ಧಿಸಿತು. 2016ರಲ್ಲಿ ಪ್ರಧಾನಿ ನರೇಂದ್ರ ಮೋದಿಯವರು ಇರಾನಿಗೆ ಭೇಟಿ ನೀಡಿದ ವೇಳೆ ಚಾಬಹಾರ್ ಒಪ್ಪಂದಕ್ಕೆ ಸಹಿ ಹಾಕಲಾಯಿತು. ಗಿರೀಶ್ ಲಿಂಗಣ್ಣ ಅವರು ವಿಜ್ಞಾನ ಬರಹಗಾರ, ರಕ್ಷಣಾ ಮತ್ತು ಬಾಹ್ಯಾಕಾಶ ವಿಶ್ಲೇಷಕರಾಗಿದ್ದು, ಬೆಂಗಳೂರಿನಲ್ಲಿ ನೆಲೆಸಿದ್ದಾರೆ. (1226, 800, 1502, 1311)
gita-body-top: ಮೂಢರು ಮಾನವ ಶರೀರಧಾರಿಯಾಗಿ ಕಾಣುವ ನನ್ನನ್ನು ಸರಿಯಾಗಿ ತಿಳಿಯರು. ಅವರಿಗೆ ನನ್ನ ಸ್ವರೂಪಜ್ಞಾನವಿರದು. ಮನುಷ್ಯ ಬಾಹ್ಯಕ್ಕೆ ಕೊಡುವ ಬೆಲೆ ಅಂತರಂಗಕ್ಕೆ ಕೊಡಲಾರ. ಒಂದು ಯಂತ್ರ ನಡೆಯುವುದಕ್ಕೆ ಅದಕ್ಕೆ ಶಕ್ತಿಗೆ ಬೆಲೆ ಕೊಡುವುದರ ಹೊರಕವಚಕ್ಕೆ ಬೆಲೆ ಕೊಡುವುದು ಹೆಚ್ಚು. ಹಾಗೆಯೇ (23, 373, 371, 448)
map-credit: (ಚಾಹಾ (1141, 1205, 1177, 1221)
gita-body-main: ದೇವಸ್ಥಾನದಲ್ಲಿ ಸ್ಥಾಪಿತ ಮೂರ್ತಿಯ ಹೆಸರಿನ ವಿಶೇಷತೆ ತಿಳಿಯುವ ಬದಲು ಮೂರ್ತಿಯನ್ನು ವರ್ಣಿಸುತ್ತಾ ಅದರ ಅಲಂಕಾರ ಮಾಡಿ ಸಂತೋಷಪಡುತ್ತಾನೆ. ಕಾಲ ಕಾಲಕ್ಕೆ ಮಾನವ ಶರೀರಧಾರಿಯಾಗಿ ಬೇರೆ ಬೇರೆ ಹೆಸರಿನಲ್ಲಿ ಬಂದು ದುಷ್ಟರನ್ನು ಸದೆಬಡಿದು ಸಜ್ಜನರನ್ನು ಕಾಪಾಡಿದ ಭಗವಂತನನ್ನು ತಿಳಿಯುವ ಬದಲು, ಈ ಲೋಕದ ಭೋಗಕ್ಕಾಗಿ ಬೇಡುವ ಮನುಷ್ಯ ಶ್ರೀರಾಮ, ಅಥವಾ ಶ್ರೀ ಕೃಷ್ಣನ ಜೀವನವನ್ನು ಅಭ್ಯಾಸಮಾಡಿ ತಾವು ಅಳವಡಿಸಿಕೊಂಡು ಸೌಹಾರ್ದತೆಯಿಂದ ಎಲ್ಲರೂ ಒಟ್ಟಿಗೆ ದುರ್ಬಲರನ್ನು ಕಾಪಾಡುತ್ತಾ, ದುಷ್ಟರನ್ನು, ಜ್ಞಾನದಿಂದ ಪರಿವರ್ತಿಸುತ್ತಾ ಸಾಗಿ ಜೀವ ಹಾಗೂ ಉಸಿರು ಇರುವವರೆಗೂ ಸಾಧನೆ ಮಾಡುತ್ತಾ ಜ್ಞಾನಿಗಳಾಗಿ ಇರಬೇಕು. ಜ್ಞಾನಿಗಳನ್ನೇ ಸರ್ಕಾರಿ ಕೆಲಸಗಳಲ್ಲಿ ನೇಮಿಸಿ ಸುಶಿಕ್ಷಿತರಾಗಿ ಬೆಳೆಸಿದರೆ ಹಿಂದಿನ ರಾಜಧರ್ಮ ಎದ್ದು ನಿಲ್ಲುತ್ತದೆ. ಒಳ್ಳೆಯ ಆಚರಣೆ ಇಲ್ಲದ ನಮ್ಮ ಜೀವನ ನಿಜವಾದ ದೇವಸ್ಥಾನ ಹೇಗೆ ಆಗುತ್ತದೆ? ಪ್ರತಿಯೊಬ್ಬರ ಶರೀರವೇ ದೇವಾಲಯ, ಅದರೊಳಗಿನ ಆತ್ಮವೇ ದೇವರು. ಶ್ರೀ ರಾಮನ ನೀತಿ, ಶ್ರೀ ಕೃಷ್ಣನ ನೀತಿ, ಹನುಮಂತನ ಸ್ವಾಮಿ ಸೇವೆ, ಇವನ್ನು ತಿಳಿದು ತಮ್ಮ ಜೀವನದಲ್ಲಿ ಅಳವಡಿಸಿಕೊಂಡು ತಮ್ಮ ಶಕ್ತಿಯನ್ನು ಹೆಚ್ಚಿಸಿಕೊಂಡು, ತಾನು ಬೆಳೆದು ಇತರರನ್ನು ಬೆಳೆಸುತ್ತಾ, ಎಲ್ಲರ ಏಳ್ಗೆಗಾಗಿ ದುಡಿಯುವ ಬದಲು ದೇವರ ಮುಂದೆ ಬೇಡುವುದಕ್ಕೆ ಇರಬಾರದು. ಹೀಗೆ ಮನುಷ್ಯ ಪ್ರತಿಮೆಯಲ್ಲಿ ದೇವರನ್ನು ಕಾಣುತ್ತಾನೆ ವಿನಹ ಜೀವಂತ ದೇವರಾದ ತನ್ನೊಳಗಿನ ದೇವರನ್ನು ತಿಳಿಯದೆ ಭೌತಿಕ ಸುಖಕ್ಕಾಗಿ ನರಳುತ್ತಾನೆ. ನಮ್ಮ ಮೈಲಿಗೆಯನ್ನು, ಸ್ವಾರ್ಥ ಮೂರ್ತಿಯನ್ನಾಗಿ ಸೀಮಿತಗೊಳಿಸಿ ಹಣ ಹಾಗೂ ಈ ಲೋಕದ ವಿಷಯಗಳಲ್ಲೇ ನಿರತರಾದರೆ ಆಧ್ಯಾತ್ಮಿಕ ಜೀವನ ಆರಂಭವಾಗದು. ಯಾವುದೋ ಊರಿಗೆ ಇಷ್ಟು ದೂರವಿದೆ ಎಂದು ಕೊಂಡು ಮೈಲಿಗಲ್ಲನ್ನೇ ಆ ಊರೆಂದು ತಿಳಿದು ಕುಳಿತುಕೊಳ್ಳುವಂತಾಗಿದೆ. (23, 923, 371, 1334)
zameer-col3: ವಸತಿ ಇಲಾಖೆಯಲ್ಲಿ ಭ್ರಷ್ಟಾಚಾರ: ಆಡಿಯೋ ಬಿಡುಗಡೆ ಮಾಡಿದ ಕಾಂಗ್ರೆಸ್ ಶಾಸಕ ಬಿ.ಆರ್. ಪಾಟೀಲ್ ಅವರು ವಸತಿ ಇಲಾಖೆಯಲ್ಲಿ ಹಣ ಪಡೆದು ಮನೆ ಹಂಚಿಕೆ ಮಾಡಲಾಗುತ್ತಿದೆ ಎಂದು ಆರೋಪಿಸಿದ್ದರು. ಈ ಕುರಿತ ಆಡಿಯೋ ವೈರಲ್ ಆಗಿತ್ತು. ನಮ್ಮ ವಿರುದ್ಧ ಯಾವುದೇ ಆರೋಪ ಇಲ್ಲ ಎಂದು ಸಚಿವರು ಸ್ಪಷ್ಟಪಡಿಸಿದ್ದರು. ಇದೀಗ ಈ ಪ್ರಕರಣ ಸಂಬಂಧ ಪೊಲೀಸರು ತನಿಖೆ ಕೈಗೊಂಡಿದ್ದಾರೆ. (1226, 2068, 1502, 2202)
iran-headline (398, 705, 1507, 791)
map-label: OMAN (722, 1161, 802, 1188)
zameer-headline: ಬೆಂಗಳೂರು: ಸಚಿವ ಜಮೀರ್ ಅಹ್ಮದ್ ಖಾನ್ ಸರ್ಕಾರಿ ನಿವಾಸಕ್ಕೆ ಮುತ್ತಿಗೆಗೆ ಯತ್ನ; ರೂಪೇಶ್ ರಾಜಣ್ಣ ಪೊಲೀಸರ ವಶಕ್ಕೆ (555, 2028, 1350, 2052)
police-scene (677, 2070, 939, 2261)
forest-story-headline (14, 1611, 379, 1678)
map-label: Zahedan (686, 861, 816, 893)
author-place: ಬೆಂಗಳೂರು (276, 1512, 322, 1526)
iran-col3: ವಿಸ್ತಾರಕ್ಕೆ ಮತ್ತು ಭಾರತದ ಆರ್ಥಿಕತೆಗೆ ಬೆಂಬಲ ನೀಡುವ ಚಾಬಹಾರ್ ಬಂದರು ಒಂದು ಪ್ರಮುಖ ಸಂಪರ್ಕ ಯೋಜನೆಯಾಗಿದೆ. ಚಾಬಹಾರ್ ಬಂದರು ಭಾರತವನ್ನು ಮಧ್ಯ ಏಷ್ಯಾ ಮತ್ತು ಅಫ್ಘಾನಿಸ್ತಾನದೊಡನೆ ಪಾಕಿಸ್ತಾನದ ಮೂಲಕ ಹಾದು ಹೋಗದೆ ಸಂಪರ್ಕಿಸುತ್ತದೆ. ಚಾಬಹಾರ್ ಬಂದರು ಯೋಜನೆ ಪಾಕಿಸ್ತಾನದ ಗ್ವಾದರ್ ಬಂದರಿಗೆ ಪ್ರತಿಯಾಗಿ ಭಾರತ ಮುಂದಿಟ್ಟಿರುವ ಯೋಜನೆಯಾಗಿದೆ. 1994ರಲ್ಲಿ, ತಾಲಿಬಾನ್ ಅಫ್ಘಾನಿಸ್ತಾನದ ಮೇಲೆ ನಿಯಂತ್ರಣ ಸಾಧಿಸಿದ ಸಂದರ್ಭದಲ್ಲಿ ಭಾರತ ಮತ್ತು ಇರಾನ್ ಉತ್ತರ ಒಕ್ಕೂಟವನ್ನು (ನಾರ್ದರ್ನ್ ಅಲೈಯನ್ಸ್) ಬೆಂಬಲಿಸಿದ್ದವು. ಭಾರತ ಚಾಬಹಾರ್ ಬಂದರು ಅಭಿವೃದ್ಧಿಗಾಗಿ ಸಾಕಷ್ಟು ಹೂಡಿಕೆ ಮಾಡಿದ್ದು, ಬಂದರಿನ ಕಾರ್ಯಾಚರಣೆಯನ್ನು ನಿರ್ವಹಿಸುತ್ತಿದೆ. ಚಾಬಹಾರ್ ಬಂದರು ಹೊರ್ಮುಜ್ ಜಲಸಂಧಿಯ ಬಳಿ ಇದ್ದು, ಈ ಜಲಸಂಧಿ ಜಗತ್ತಿನ 20% ತೈಲ ಸಾಗಾಣಿಕೆಯ ಮಾರ್ಗವಾಗಿದೆ. (951, 1238, 1218, 1512)
parameshwara-col2: ತಿಳಿಸಿದ್ದಾರೆ. "ಸಿಎಂ ಸಿದ್ದರಾಮಯ್ಯ ಅವರು 4.9 ಲಕ್ಷ ಕೋಟಿ ರೂ. ಬಜೆಟ್ ಮಂಡಿಸಿದ್ದಾರೆ. ನಾನು ಸರ್ಕಾರದ ಬಳಿ ದುಡ್ಡಿಲ್ಲ ಅಂತ ಹೇಳಲ್ಲ. ಯಾವುದೇ ರೀತಿಯ ಆರ್ಥಿಕ ಮುಗ್ಗಟ್ಟು ಇಲ್ಲ. ಹಣ ಬಿಡುಗಡೆ ಸ್ವಲ್ಪ ನಿಧಾನ ಆಗಿರಬಹುದು. ಡಿಪಿಆರ್ ಮಾಡೋದಕ್ಕೆ ಹಣ ಬಿಡುಗಡೆ ಆಗುವುದು" ಎಂದು ಹೇಳಿದರು. "ನಮ್ಮ ಸರ್ಕಾರದಲ್ಲಿ ಯಾವುದೇ ಆರ್ಥಿಕ ಕೊರತೆ ಇಲ್ಲ ಎಂದು ನಾನು ಅಧಿಕೃತವಾಗಿ ಹೇಳುತ್ತಿದ್ದೇನೆ. ನಾನು ಅದನ್ನು ಬಹಳ ಸ್ಪಷ್ಟವಾಗಿ ಹೇಳುತ್ತಿದ್ದೇನೆ. (657, 421, 881, 595)
column-rule (1123, 54, 1125, 698)
gita-verse-line: ಪರಂ ಭಾವಮಜಾನಂತೋ (141, 325, 252, 340)
